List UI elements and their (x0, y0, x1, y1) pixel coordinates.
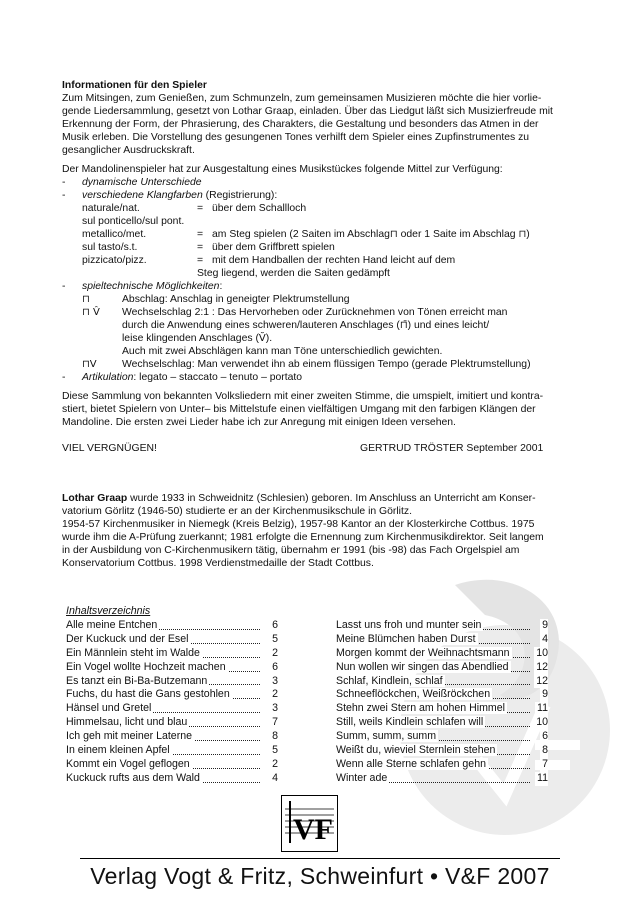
toc-entry-page: 9 (542, 688, 548, 701)
toc-entry-page: 8 (272, 730, 278, 743)
publisher-logo (281, 795, 338, 852)
toc-entry-title: Hänsel und Gretel (66, 702, 152, 715)
info-title: Informationen für den Spieler (62, 80, 207, 91)
toc-entry-title: Schneeflöckchen, Weißröckchen (336, 688, 491, 701)
toc-entry (66, 688, 278, 702)
toc-entry (66, 619, 278, 633)
tech-item (82, 281, 222, 294)
collection-para-line: Mandoline. Die ersten zwei Lieder habe ich zur Anregung mit einigen Ideen versehen. (62, 417, 456, 428)
toc-entry (66, 661, 278, 675)
toc-entry (336, 716, 548, 730)
tech-suffix: : (219, 281, 223, 292)
toc-left-column (66, 619, 278, 786)
ws-part: ). (265, 333, 273, 344)
collection-para-line: Diese Sammlung von bekannten Volksliedern mit einer zweiten Stimme, die umspielt, imitiert und kontra- (62, 391, 544, 402)
info-para-line: Musik erleben. Die Vorstellung des gesungenen Tones verhilft dem Spieler eines Zupfinstrumentes zu (62, 132, 530, 143)
bio-line: Konservatorium Cottbus. 1998 Verdienstmedaille der Stadt Cottbus. (62, 558, 374, 569)
articulation-item (82, 372, 302, 385)
toc-entry (66, 702, 278, 716)
toc-entry (336, 730, 548, 744)
bio-line: vatorium Görlitz (1946-50) studierte er an der Kirchenmusikschule in Görlitz. (62, 506, 412, 517)
toc-entry-title: Es tanzt ein Bi-Ba-Butzemann (66, 674, 208, 687)
wechselschlag2-desc: Wechselschlag: Man verwendet ihn ab einem flüssigen Tempo (gerade Plektrumstellung) (122, 359, 531, 370)
toc-entry-page: 2 (272, 688, 278, 701)
info-para-line: Erkennung der Form, der Phrasierung, des Charakters, die Gestaltung und besonders das Atmen in der (62, 119, 539, 130)
ws-part: ) und eines leicht/ (407, 320, 490, 331)
toc-entry (336, 647, 548, 661)
toc-entry-title: Ich geh mit meiner Laterne (66, 730, 193, 743)
timbre-term: sul ponticello/sul pont. (82, 216, 185, 227)
bio-name: Lothar Graap (62, 493, 128, 504)
toc-entry-page: 6 (542, 730, 548, 743)
toc-entry-page: 3 (272, 702, 278, 715)
toc-entry-page: 2 (272, 646, 278, 659)
toc-entry-page: 6 (272, 660, 278, 673)
toc-entry (336, 772, 548, 786)
toc-entry (336, 758, 548, 772)
means-intro: Der Mandolinenspieler hat zur Ausgestaltung eines Musikstückes folgende Mittel zur Verfügung: (62, 164, 503, 175)
toc-heading: Inhaltsverzeichnis (66, 605, 151, 617)
bio-line: in der Ausbildung von C-Kirchenmusikern tätig, übernahm er 1991 (bis -98) das Fach Orgelspiel am (62, 545, 520, 556)
toc-entry-page: 4 (542, 632, 548, 645)
heavy-stroke-icon: ⊓̄ (399, 320, 408, 331)
toc-entry (336, 633, 548, 647)
toc-entry-title: Weißt du, wieviel Sternlein stehen (336, 744, 496, 757)
timbre-desc: über dem Griffbrett spielen (212, 242, 335, 253)
toc-entry-page: 11 (537, 771, 548, 784)
toc-entry-page: 5 (272, 744, 278, 757)
toc-right-column (336, 619, 548, 786)
toc-entry-title: Meine Blümchen haben Durst (336, 632, 476, 645)
toc-entry-page: 10 (536, 716, 548, 729)
bullet-dash: - (62, 190, 66, 201)
toc-entry-title: Morgen kommt der Weihnachtsmann (336, 646, 510, 659)
info-para-line: Zum Mitsingen, zum Genießen, zum Schmunzeln, zum gemeinsamen Musizieren möchte die hier vorlie- (62, 93, 542, 104)
toc-entry-title: Nun wollen wir singen das Abendlied (336, 660, 509, 673)
toc-entry-page: 9 (542, 619, 548, 631)
toc-entry (336, 619, 548, 633)
toc-entry-title: Winter ade (336, 771, 388, 784)
timbre-term: pizzicato/pizz. (82, 255, 147, 266)
toc-entry-title: Still, weils Kindlein schlafen will (336, 716, 484, 729)
timbre-eq: = (197, 242, 204, 253)
toc-entry-title: Ein Vogel wollte Hochzeit machen (66, 660, 226, 673)
down-bow-icon: ⊓ (82, 294, 90, 305)
toc-entry (336, 702, 548, 716)
signature: GERTRUD TRÖSTER September 2001 (360, 443, 544, 454)
toc-entry-page: 11 (537, 702, 548, 715)
ws-part: leise klingenden Anschlages ( (122, 333, 259, 344)
toc-entry-title: Wenn alle Sterne schlafen gehn (336, 757, 486, 770)
timbre-desc (212, 229, 530, 242)
alternate-stroke-icon: ⊓V (82, 359, 97, 370)
toc-entry-title: Fuchs, du hast die Gans gestohlen (66, 688, 230, 701)
toc-entry-page: 8 (542, 744, 548, 757)
greeting: VIEL VERGNÜGEN! (62, 443, 157, 454)
down-bow-icon: ⊓ (389, 229, 398, 240)
toc-entry-title: Schlaf, Kindlein, schlaf (336, 674, 443, 687)
bio-line1: wurde 1933 in Schweidnitz (Schlesien) geboren. Im Anschluss an Unterricht am Konser- (127, 493, 536, 504)
toc-entry-title: Lasst uns froh und munter sein (336, 619, 482, 631)
timbre-term: metallico/met. (82, 229, 147, 240)
toc-entry-title: Ein Männlein steht im Walde (66, 646, 200, 659)
timbre-eq: = (197, 229, 204, 240)
toc-entry-page: 12 (536, 660, 548, 673)
toc-entry-title: Summ, summ, summ (336, 730, 437, 743)
down-bow-icon: ⊓ (518, 229, 527, 240)
alternate-stroke-icon: ⊓ V̂ (82, 307, 100, 318)
bio-line (62, 493, 536, 506)
toc-entry-page: 6 (272, 619, 278, 631)
timbre-desc: über dem Schallloch (212, 203, 307, 214)
bullet-dash: - (62, 177, 66, 188)
toc-entry (336, 675, 548, 689)
toc-entry-page: 2 (272, 757, 278, 770)
collection-para-line: stiert, bietet Spielern von Unter– bis Mittelstufe einen vielfältigen Umgang mit den farbigen Klängen der (62, 404, 536, 415)
toc-entry-page: 4 (272, 771, 278, 784)
toc-entry-title: Himmelsau, licht und blau (66, 716, 188, 729)
toc-entry-page: 7 (272, 716, 278, 729)
toc-entry (336, 744, 548, 758)
wechselschlag-desc: Wechselschlag 2:1 : Das Hervorheben oder Zurücknehmen von Tönen erreicht man (122, 307, 508, 318)
dynamics-item: dynamische Unterschiede (82, 177, 202, 188)
abschlag-desc: Abschlag: Anschlag in geneigter Plektrumstellung (122, 294, 350, 305)
toc-entry-title: Der Kuckuck und der Esel (66, 632, 189, 645)
timbres-heading: verschiedene Klangfarben (82, 190, 203, 201)
bio-line: 1954-57 Kirchenmusiker in Niemegk (Kreis Belzig), 1957-98 Kantor an der Klosterkirche Cottbus. 1975 (62, 519, 535, 530)
toc-entry-page: 12 (536, 674, 548, 687)
wechselschlag-desc (122, 320, 489, 333)
toc-entry-title: Kuckuck rufts aus dem Wald (66, 771, 200, 784)
timbres-item (82, 190, 277, 203)
wechselschlag-desc (122, 333, 272, 346)
timbre-desc-part: ) (526, 229, 530, 240)
toc-entry-page: 7 (542, 757, 548, 770)
timbre-term: sul tasto/s.t. (82, 242, 138, 253)
toc-entry-page: 10 (536, 646, 548, 659)
timbre-eq: = (197, 203, 204, 214)
toc-entry-page: 5 (272, 632, 278, 645)
timbre-term: naturale/nat. (82, 203, 140, 214)
footer-publisher: Verlag Vogt & Fritz, Schweinfurt • V&F 2007 (90, 863, 550, 889)
toc-entry-title: Stehn zwei Stern am hohen Himmel (336, 702, 505, 715)
toc-entry (66, 744, 278, 758)
bullet-dash: - (62, 372, 66, 383)
bio-line: wurde ihm die A-Prüfung zuerkannt; 1981 erfolgte die Ernennung zum Kirchenmusikdirektor. Seit langem (62, 532, 544, 543)
toc-entry (66, 730, 278, 744)
artic-heading: Artikulation (82, 372, 134, 383)
toc-entry (66, 772, 278, 786)
timbre-desc-cont: Steg liegend, werden die Saiten gedämpft (197, 268, 390, 279)
toc-entry-title: In einem kleinen Apfel (66, 744, 170, 757)
wechselschlag-desc: Auch mit zwei Abschlägen kann man Töne unterschiedlich gewichten. (122, 346, 443, 357)
toc-entry-page: 3 (272, 674, 278, 687)
toc-entry (66, 675, 278, 689)
bullet-dash: - (62, 281, 66, 292)
info-para-line: gende Liedersammlung, gesetzt von Lothar Graap, einladen. Über das Liedgut läßt sich Musizierfreude mit (62, 106, 553, 117)
toc-entry (66, 647, 278, 661)
toc-entry (66, 758, 278, 772)
tech-heading: spieltechnische Möglichkeiten (82, 281, 220, 292)
footer-rule (80, 858, 560, 859)
logo-text: VF (293, 813, 333, 846)
timbres-suffix: (Registrierung): (202, 190, 278, 201)
toc-entry-title: Kommt ein Vogel geflogen (66, 757, 190, 770)
toc-entry (336, 661, 548, 675)
toc-entry (66, 633, 278, 647)
ws-part: durch die Anwendung eines schweren/lauteren Anschlages ( (122, 320, 400, 331)
info-para-line: gesanglicher Ausdruckskraft. (62, 145, 195, 156)
artic-rest: : legato – staccato – tenuto – portato (133, 372, 303, 383)
toc-entry-title: Alle meine Entchen (66, 619, 158, 631)
timbre-desc-part: am Steg spielen (2 Saiten im Abschlag (212, 229, 390, 240)
light-stroke-icon: V̆ (258, 333, 266, 344)
timbre-eq: = (197, 255, 204, 266)
toc-entry (66, 716, 278, 730)
timbre-desc: mit dem Handballen der rechten Hand leicht auf dem (212, 255, 456, 266)
timbre-desc-part: oder 1 Saite im Abschlag (397, 229, 519, 240)
toc-entry (336, 688, 548, 702)
